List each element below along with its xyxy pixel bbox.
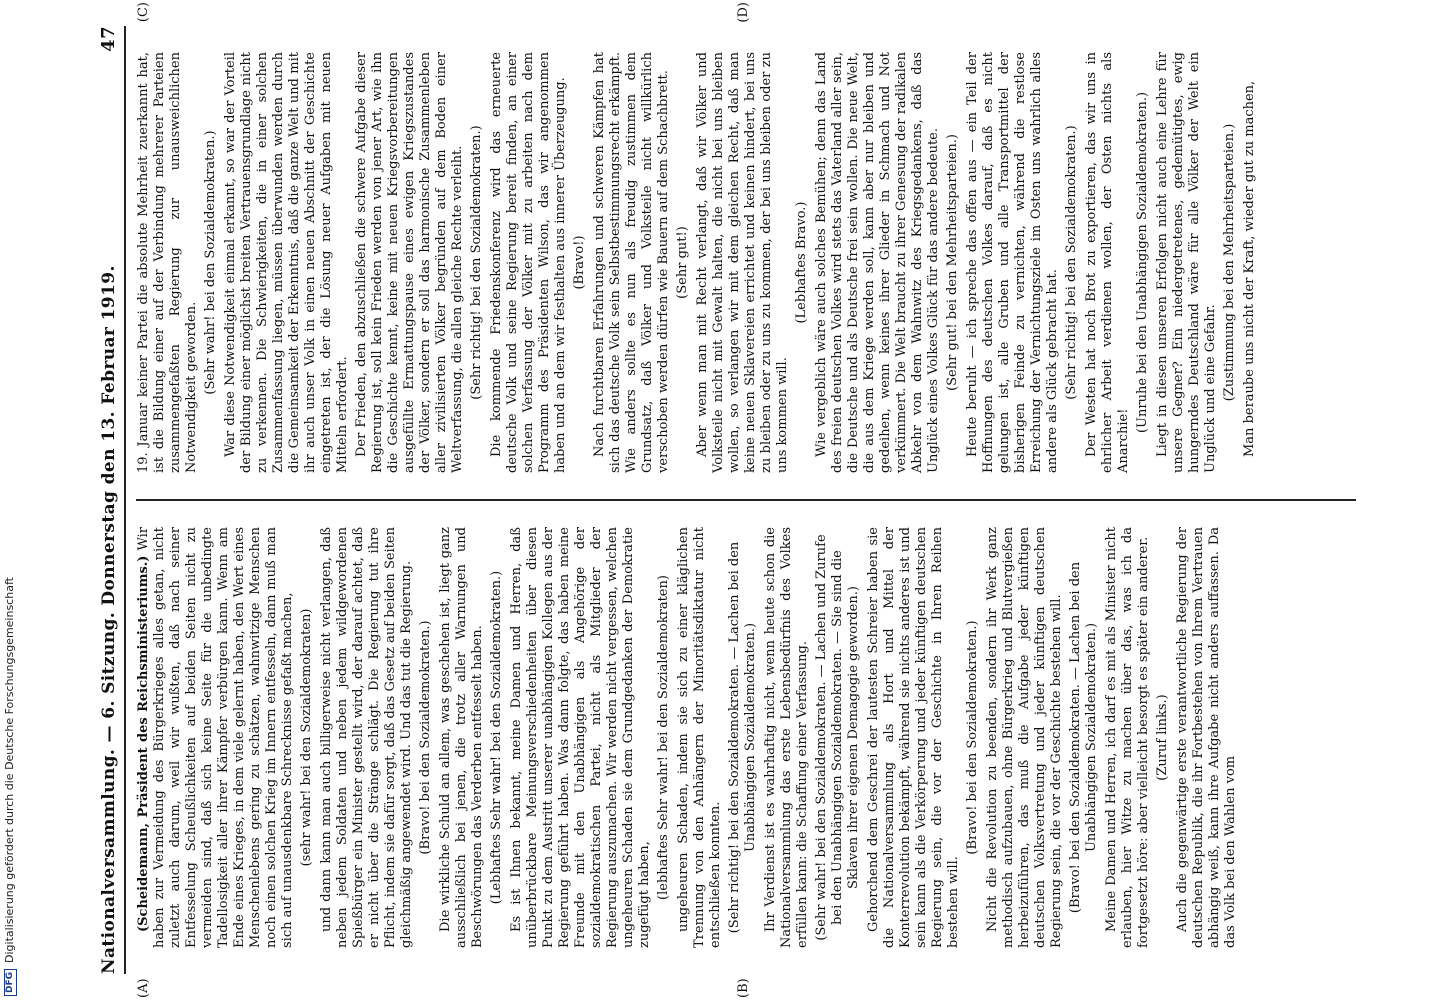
paragraph	[354, 52, 466, 473]
interjection	[203, 52, 219, 473]
paragraph	[676, 527, 724, 948]
paragraph-text: (Sehr gut!)	[675, 226, 690, 299]
margin-mark-c: (C)	[136, 2, 151, 23]
paragraph-text: (Lebhaftes Sehr wahr! bei den Sozialdemokraten.)	[489, 570, 504, 905]
paragraph	[1175, 527, 1239, 948]
digitization-credit	[1, 0, 19, 1000]
paragraph-text: 19. Januar keiner Partei die absolute Mehrheit zuerkannt hat, ist die Bildung einer auf der Verbindung mehrerer Parteien zusammengefaßten Regierung zur unausweichlichen Notwendigkeit geworden.	[136, 52, 199, 473]
paragraph-text: (Sehr wahr! bei den Sozialdemokraten.)	[203, 130, 218, 395]
page-number: 47	[98, 26, 119, 52]
paragraph-text: ungeheuren Schaden, indem sie sich zu einer kläglichen Trennung von den Anhängern der Minoritätsdiktatur nicht entschließen konnten.	[676, 527, 723, 948]
paragraph-text: Wie vergeblich wäre auch solches Bemühen; denn das Land des freien deutschen Volkes wird stets das Vaterland aller sein, die Deutsche und als Deutsche frei sein wollen. Die neue Welt, die aus dem Kriege werden soll, kann aber nur bleiben und gedeihen, wenn keines ihrer Glieder in Schmach und Not verkümmert. Die Welt braucht zu ihrer Genesung der radikalen Abkehr von dem Wahnwitz des Kriegsgedankens, daß das Unglück eines Volkes Glück für das andere bedeute.	[814, 52, 941, 473]
paragraph-text: (Sehr gut! bei den Mehrheitsparteien.)	[945, 134, 960, 391]
paragraph-text: Nicht die Revolution zu beenden, sondern ihr Werk ganz methodisch aufzubauen, ohne Bürgerkrieg und Blutvergießen herbeizuführen, das muß die Aufgabe jeder künftigen deutschen Volksvertretung und jeder künftigen deutschen Regierung sein, die vor der Geschichte bestehen will.	[985, 527, 1064, 948]
paragraph-text: Der Frieden, den abzuschließen die schwere Aufgabe dieser Regierung ist, soll kein Frieden werden von jener Art, wie ihn die Geschichte kennt, keine mit neuen Kriegsvorbereitungen ausgefüllte Ermattungspause eines ewigen Kriegszustandes der Völker, sondern er soll das harmonische Zusammenleben aller zivilisierten Völker begründen auf dem Boden einer Weltverfassung, die allen gleiche Rechte verleiht.	[354, 52, 465, 473]
paragraph-text: Gehorchend dem Geschrei der lautesten Schreier haben sie die Nationalversammlung als Hort und Mittel der Konterrevolution bekämpft, während sie nichts anderes ist und sein kann als die Verkörperung und jeder künftigen deutschen Regierung sein, die vor der Geschichte in Ihren Reihen bestehen will.	[866, 527, 961, 948]
speaker-label: (Scheidemann, Präsident des Reichsministeriums.)	[136, 555, 151, 932]
paragraph	[509, 527, 653, 948]
paragraph-text: (Sehr richtig! bei den Sozialdemokraten.)	[1064, 125, 1079, 400]
interjection	[299, 527, 315, 948]
margin-mark-a: (A)	[136, 978, 151, 998]
interjection	[572, 52, 588, 473]
paragraph-text: Ihr Verdienst ist es wahrhaftig nicht, wenn heute schon die Nationalversammlung das erste Lebensbedürfnis des Volkes erfüllen kann: die Schaffung einer Verfassung.	[763, 527, 810, 948]
paragraph	[489, 52, 569, 473]
paragraph	[223, 52, 351, 473]
paragraph	[866, 527, 962, 948]
interjection	[469, 52, 485, 473]
paragraph-text: Man beraube uns nicht der Kraft, wieder gut zu machen,	[1242, 80, 1257, 457]
paragraph-text: (Bravo! bei den Sozialdemokraten.)	[418, 620, 433, 855]
interjection	[1068, 527, 1100, 948]
paragraph	[592, 52, 672, 473]
paragraph-text: (Bravo!)	[572, 235, 587, 290]
paragraph	[695, 52, 791, 473]
interjection	[418, 527, 434, 948]
paragraph-text: (Sehr richtig! bei den Sozialdemokraten.)	[469, 125, 484, 400]
paragraph-text: Nach furchtbaren Erfahrungen und schweren Kämpfen hat sich das deutsche Volk sein Selbstbestimmungsrecht erkämpft. Wie anders sollte es nun als freudig zustimmen dem Grundsatz, daß Völker und Volksteile nicht willkürlich verschoben werden dürfen wie Bauern auf dem Schachbrett.	[592, 52, 671, 473]
interjection	[1135, 52, 1151, 473]
page-title: Nationalversammlung. — 6. Sitzung. Donnerstag den 13. Februar 1919.	[99, 265, 119, 974]
paragraph-text: (Sehr richtig! bei den Sozialdemokraten. — Lachen bei den Unabhängigen Sozialdemokraten.)	[727, 541, 758, 934]
paragraph	[763, 527, 811, 948]
paragraph-text: Die kommende Friedenskonferenz wird das erneuerte deutsche Volk und seine Regierung bereit finden, an einer solchen Verfassung der Völker mit zu arbeiten nach dem Programm des Präsidenten Wilson, das wir angenommen haben und an dem wir festhalten aus innerer Überzeugung.	[489, 52, 568, 473]
interjection	[814, 527, 862, 948]
interjection	[489, 527, 505, 948]
paragraph	[965, 52, 1061, 473]
paragraph-text: (lebhaftes Sehr wahr! bei den Sozialdemokraten)	[656, 575, 671, 900]
rotated-page	[80, 0, 1400, 1000]
paragraph	[814, 52, 942, 473]
paragraph-text: (Unruhe bei den Unabhängigen Sozialdemokraten.)	[1135, 91, 1150, 434]
running-header	[98, 26, 126, 974]
paragraph-text: War diese Notwendigkeit einmal erkannt, so war der Vorteil der Bildung einer möglichst breiten Vertrauensgrundlage nicht zu verkennen. Die Schwierigkeiten, die in einer solchen Zusammenfassung liegen, müssen überwunden werden durch die Gemeinsamkeit der Erkenntnis, daß die ganze Welt und mit ihr auch unser Volk in einen neuen Abschnitt der Geschichte eingetreten ist, der die Lösung neuer Aufgaben mit neuen Mitteln erfordert.	[223, 52, 350, 473]
right-column	[136, 2, 1356, 501]
margin-mark-d: (D)	[736, 2, 751, 23]
dfg-logo: DFG	[4, 969, 17, 996]
paragraph-text: Heute beruht — ich spreche das offen aus — ein Teil der Hoffnungen des deutschen Volkes darauf, daß es nicht gelungen ist, alle Gruben und alle Transportmittel der bisherigen Feinde zu vernichten, während die restlose Erreichung der Vernichtungsziele im Osten uns wahrlich alles andere als Glück gebracht hat.	[965, 52, 1060, 473]
interjection	[1064, 52, 1080, 473]
paragraph	[985, 527, 1065, 948]
paragraph	[136, 52, 200, 473]
paragraph-text: Aber wenn man mit Recht verlangt, daß wir Völker und Volksteile nicht mit Gewalt halten, die nicht bei uns bleiben wollen, so verlangen wir mit dem gleichen Recht, daß man keine neuen Sklavereien errichtet und keinen hindert, bei uns zu bleiben oder zu uns zu kommen, der bei uns bleiben oder zu uns kommen will.	[695, 52, 790, 473]
paragraph-text: Die wirkliche Schuld an allem, was geschehen ist, liegt ganz ausschließlich bei jenen, die trotz aller Warnungen und Beschwörungen das Verderben entfesselt haben.	[438, 527, 485, 948]
paragraph-text: (Lebhaftes Bravo.)	[794, 201, 809, 324]
paragraph-text: (Bravo! bei den Sozialdemokraten. — Lachen bei den Unabhängigen Sozialdemokraten.)	[1068, 561, 1099, 914]
paragraph-text: (Sehr wahr! bei den Sozialdemokraten. — Lachen und Zurufe bei den Unabhängigen Sozialdemokraten. — Sie sind die Sklaven ihrer eigenen Demagogie geworden.)	[814, 534, 861, 941]
paragraph	[319, 527, 415, 948]
paragraph-text: Es ist Ihnen bekannt, meine Damen und Herren, daß unüberbrückbare Meinungsverschiedenheiten über diesen Punkt zu dem Austritt unserer unabhängigen Kollegen aus der Regierung geführt haben. Was dann folgte, das haben meine Freunde mit den Unabhängigen als Angehörige der sozialdemokratischen Partei, nicht als Mitglieder der Regierung auszumachen. Wir werden nicht vergessen, welchen ungeheuren Schaden sie dem Grundgedanken der Demokratie zugefügt haben,	[509, 527, 652, 948]
paragraph	[1084, 52, 1132, 473]
interjection	[945, 52, 961, 473]
paragraph-text: (Zustimmung bei den Mehrheitsparteien.)	[1222, 123, 1237, 402]
margin-mark-b: (B)	[736, 978, 751, 998]
credit-text: Digitalisierung gefördert durch die Deutsche Forschungsgemeinschaft	[3, 577, 16, 963]
paragraph-text: Meine Damen und Herren, ich darf es mit als Minister nicht erlauben, hier Witze zu machen über das, was ich da fortgesetzt höre: aber vielleicht besorgt es später ein anderer.	[1104, 527, 1151, 948]
interjection	[1222, 52, 1238, 473]
paragraph-text: (Bravo! bei den Sozialdemokraten.)	[965, 620, 980, 855]
paragraph-text: (Zuruf links.)	[1155, 694, 1170, 781]
interjection	[656, 527, 672, 948]
interjection	[794, 52, 810, 473]
left-column	[136, 501, 1356, 998]
paragraph	[1104, 527, 1152, 948]
interjection	[727, 527, 759, 948]
text-columns	[136, 2, 1356, 998]
paragraph-text: Wir haben zur Vermeidung des Bürgerkrieges alles getan, nicht zuletzt auch darum, weil wir wußten, daß nach seiner Entfesselung Scheußlichkeiten auf beiden Seiten nicht zu vermeiden sind, daß sich keine Seite für die unbedingte Tadellosigkeit aller ihrer Kämpfer verbürgen kann. Wenn am Ende eines Krieges, in dem viele gelernt haben, den Wert eines Menschenlebens gering zu schätzen, wahnwitzige Menschen noch einen solchen Krieg im Innern entfesseln, dann muß man sich auf unausdenkbare Schrecknisse gefaßt machen,	[136, 527, 295, 948]
paragraph-text: und dann kann man auch billigerweise nicht verlangen, daß neben jedem Soldaten und neben jedem wildgewordenen Spießbürger ein Minister gestellt wird, der darauf achtet, daß er nicht über die Stränge schlägt. Die Regierung tut ihre Pflicht, indem sie dafür sorgt, daß das Gesetz auf beiden Seiten gleichmäßig angewendet wird. Und das tut die Regierung.	[319, 527, 414, 948]
paragraph	[136, 527, 296, 948]
paragraph-text: Liegt in diesen unseren Erfolgen nicht auch eine Lehre für unsere Gegner? Ein niedergetretenes, gedemütigtes, ewig hungerndes Deutschland wäre für alle Völker der Welt ein Unglück und eine Gefahr.	[1155, 52, 1218, 473]
interjection	[675, 52, 691, 473]
interjection	[1155, 527, 1171, 948]
interjection	[965, 527, 981, 948]
paragraph	[1155, 52, 1219, 473]
paragraph	[1242, 52, 1258, 473]
paragraph	[438, 527, 486, 948]
paragraph-text: (sehr wahr! bei den Sozialdemokraten)	[299, 608, 314, 867]
paragraph-text: Der Westen hat noch Brot zu exportieren, das wir uns in ehrlicher Arbeit verdienen wollen, der Osten nichts als Anarchie!	[1084, 52, 1131, 473]
paragraph-text: Auch die gegenwärtige erste verantwortliche Regierung der deutschen Republik, die ihr Fortbestehen von Ihrem Vertrauen abhängig weiß, kann ihre Aufgabe nicht anders auffassen. Da das Volk bei den Wahlen vom	[1175, 527, 1238, 948]
